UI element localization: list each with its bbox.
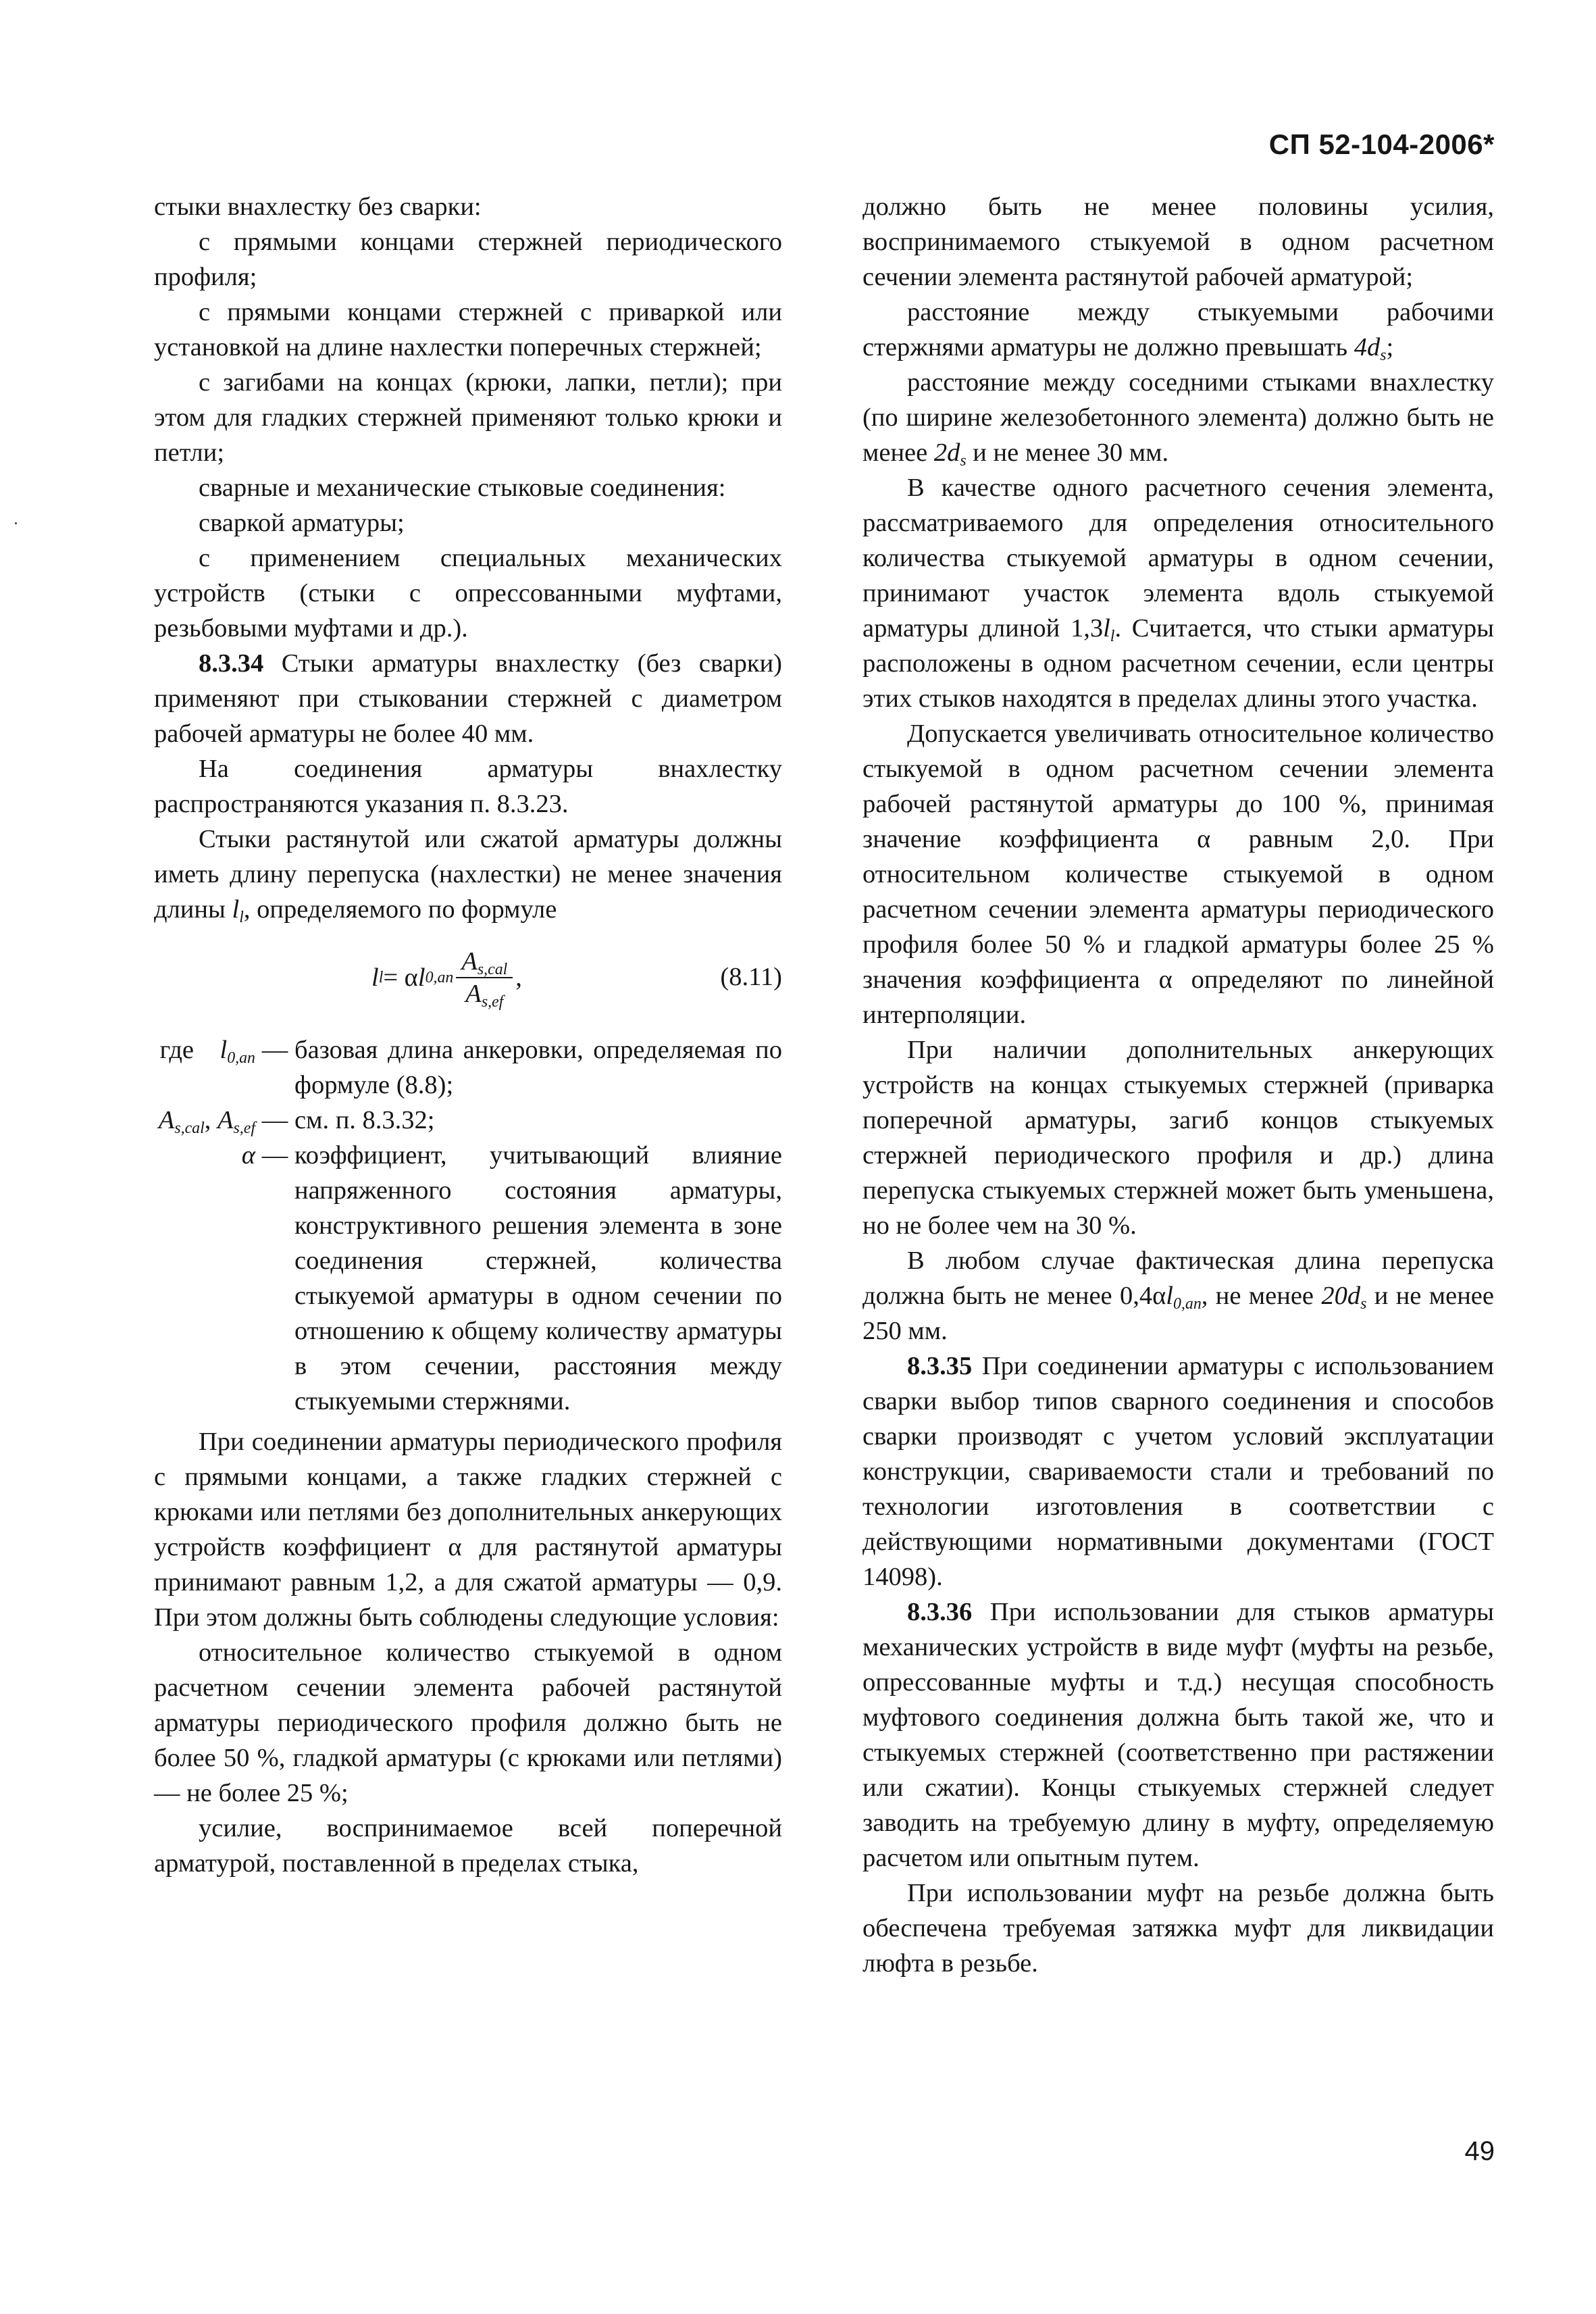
clause-number: 8.3.34 — [199, 649, 264, 678]
clause-number: 8.3.35 — [907, 1352, 973, 1380]
paragraph: расстояние между соседними стыками внахлестку (по ширине железобетонного элемента) должно быть не менее $2d_s$ и не менее 30 мм. — [863, 368, 1494, 470]
paragraph: Допускается увеличивать относительное количество стыкуемой в одном расчетном сечении элемента рабочей растянутой арматуры до 100 %, принимая значение коэффициента α равным 2,0. При относительном количестве стыкуемой в одном расчетном сечении элемента арматуры периодического профиля более 50 % и гладкой арматуры более 25 % значения коэффициента α определяют по линейной интерполяции. — [863, 720, 1494, 1029]
clause-text: При соединении арматуры с использованием сварки выбор типов сварного соединения и способов сварки производят с учетом условий эксплуатации конструкции, свариваемости стали и требований по технологии изготовления в соответствии с действующими нормативными документами (ГОСТ 14098). — [863, 1352, 1494, 1591]
paragraph: расстояние между стыкуемыми рабочими стержнями арматуры не должно превышать $4d_s$; — [863, 298, 1494, 365]
paragraph: с загибами на концах (крюки, лапки, петли); при этом для гладких стержней применяют только крюки и петли; — [154, 368, 782, 467]
paragraph: усилие, воспринимаемое всей поперечной арматурой, поставленной в пределах стыка, — [154, 1814, 782, 1878]
paragraph: стыки внахлестку без сварки: — [154, 193, 482, 221]
right-column — [863, 189, 1494, 1981]
clause-number: 8.3.36 — [907, 1598, 973, 1626]
scan-speck — [15, 522, 17, 524]
paragraph: На соединения арматуры внахлестку распространяются указания п. 8.3.23. — [154, 755, 782, 818]
formula-legend: где $l_{0,an}$ — базовая длина анкеровки, определяемая по формуле (8.8); $A_{s,cal}$, $A_{s,ef}$ — см. п. 8.3.32; α — коэффициент, учитывающий влияние напряженного состояния арматуры, конструктивного решения элемента в зоне соединения стержней, количества стыкуемой арматуры в одном сечении по отношению к общему количеству арматуры в этом сечении, расстояния между стыкуемыми стержнями. — [158, 1036, 782, 1415]
page-number: 49 — [1464, 2136, 1495, 2166]
paragraph: сваркой арматуры; — [199, 509, 405, 537]
paragraph: должно быть не менее половины усилия, воспринимаемого стыкуемой в одном расчетном сечении элемента растянутой рабочей арматурой; — [863, 193, 1494, 291]
paragraph: сварные и механические стыковые соединения: — [199, 474, 726, 502]
left-column — [154, 189, 782, 1881]
paragraph: В любом случае фактическая длина перепуска должна быть не менее $0,4\alpha l_{0,an}$, не менее $20d_s$ и не менее 250 мм. — [863, 1247, 1494, 1345]
paragraph: При наличии дополнительных анкерующих устройств на концах стыкуемых стержней (приварка поперечной арматуры, загиб концов стыкуемых стержней периодического профиля и др.) длина перепуска стыкуемых стержней может быть уменьшена, но не более чем на 30 %. — [863, 1036, 1494, 1240]
clause-8-3-34 — [154, 646, 782, 751]
document-code-header: СП 52-104-2006* — [1268, 128, 1495, 160]
paragraph: Стыки растянутой или сжатой арматуры должны иметь длину перепуска (нахлестки) не менее значения длины $l_l$, определяемого по формуле — [154, 825, 782, 927]
formula-expression: l l = α l 0,an $\frac{A_{s,cal}}{A_{s,ef}}$ , — [371, 947, 522, 1011]
paragraph: При соединении арматуры периодического профиля с прямыми концами, а также гладких стержней с крюками или петлями без дополнительных анкерующих устройств коэффициент α для растянутой арматуры принимают равным 1,2, а для сжатой арматуры — 0,9. При этом должны быть соблюдены следующие условия: — [154, 1428, 782, 1632]
clause-8-3-36 — [863, 1594, 1494, 1876]
clause-8-3-35 — [863, 1349, 1494, 1594]
paragraph: При использовании муфт на резьбе должна быть обеспечена требуемая затяжка муфт для ликвидации люфта в резьбе. — [863, 1879, 1494, 1978]
paragraph: с применением специальных механических устройств (стыки с опрессованными муфтами, резьбовыми муфтами и др.). — [154, 544, 782, 643]
clause-text: Стыки арматуры внахлестку (без сварки) применяют при стыковании стержней с диаметром рабочей арматуры не более 40 мм. — [154, 649, 782, 748]
formula-number: (8.11) — [720, 963, 782, 991]
paragraph: с прямыми концами стержней периодического профиля; — [154, 228, 782, 291]
paragraph: с прямыми концами стержней с приваркой или установкой на длине нахлестки поперечных стержней; — [154, 298, 782, 361]
formula-8-11 — [154, 934, 782, 1022]
formula-fraction: $\frac{A_{s,cal}}{A_{s,ef}}$ — [456, 946, 513, 1009]
paragraph: относительное количество стыкуемой в одном расчетном сечении элемента рабочей растянутой арматуры периодического профиля должно быть не более 50 %, гладкой арматуры (с крюками или петлями) — не более 25 %; — [154, 1638, 782, 1807]
clause-text: При использовании для стыков арматуры механических устройств в виде муфт (муфты на резьбе, опрессованные муфты и т.д.) несущая способность муфтового соединения должна быть такой же, что и стыкуемых стержней (соответственно при растяжении или сжатии). Концы стыкуемых стержней следует заводить на требуемую длину в муфту, определяемую расчетом или опытным путем. — [863, 1598, 1494, 1872]
paragraph: В качестве одного расчетного сечения элемента, рассматриваемого для определения относительного количества стыкуемой арматуры в одном сечении, принимают участок элемента вдоль стыкуемой арматуры длиной $1,3l_l$. Считается, что стыки арматуры расположены в одном расчетном сечении, если центры этих стыков находятся в пределах длины этого участка. — [863, 474, 1494, 713]
